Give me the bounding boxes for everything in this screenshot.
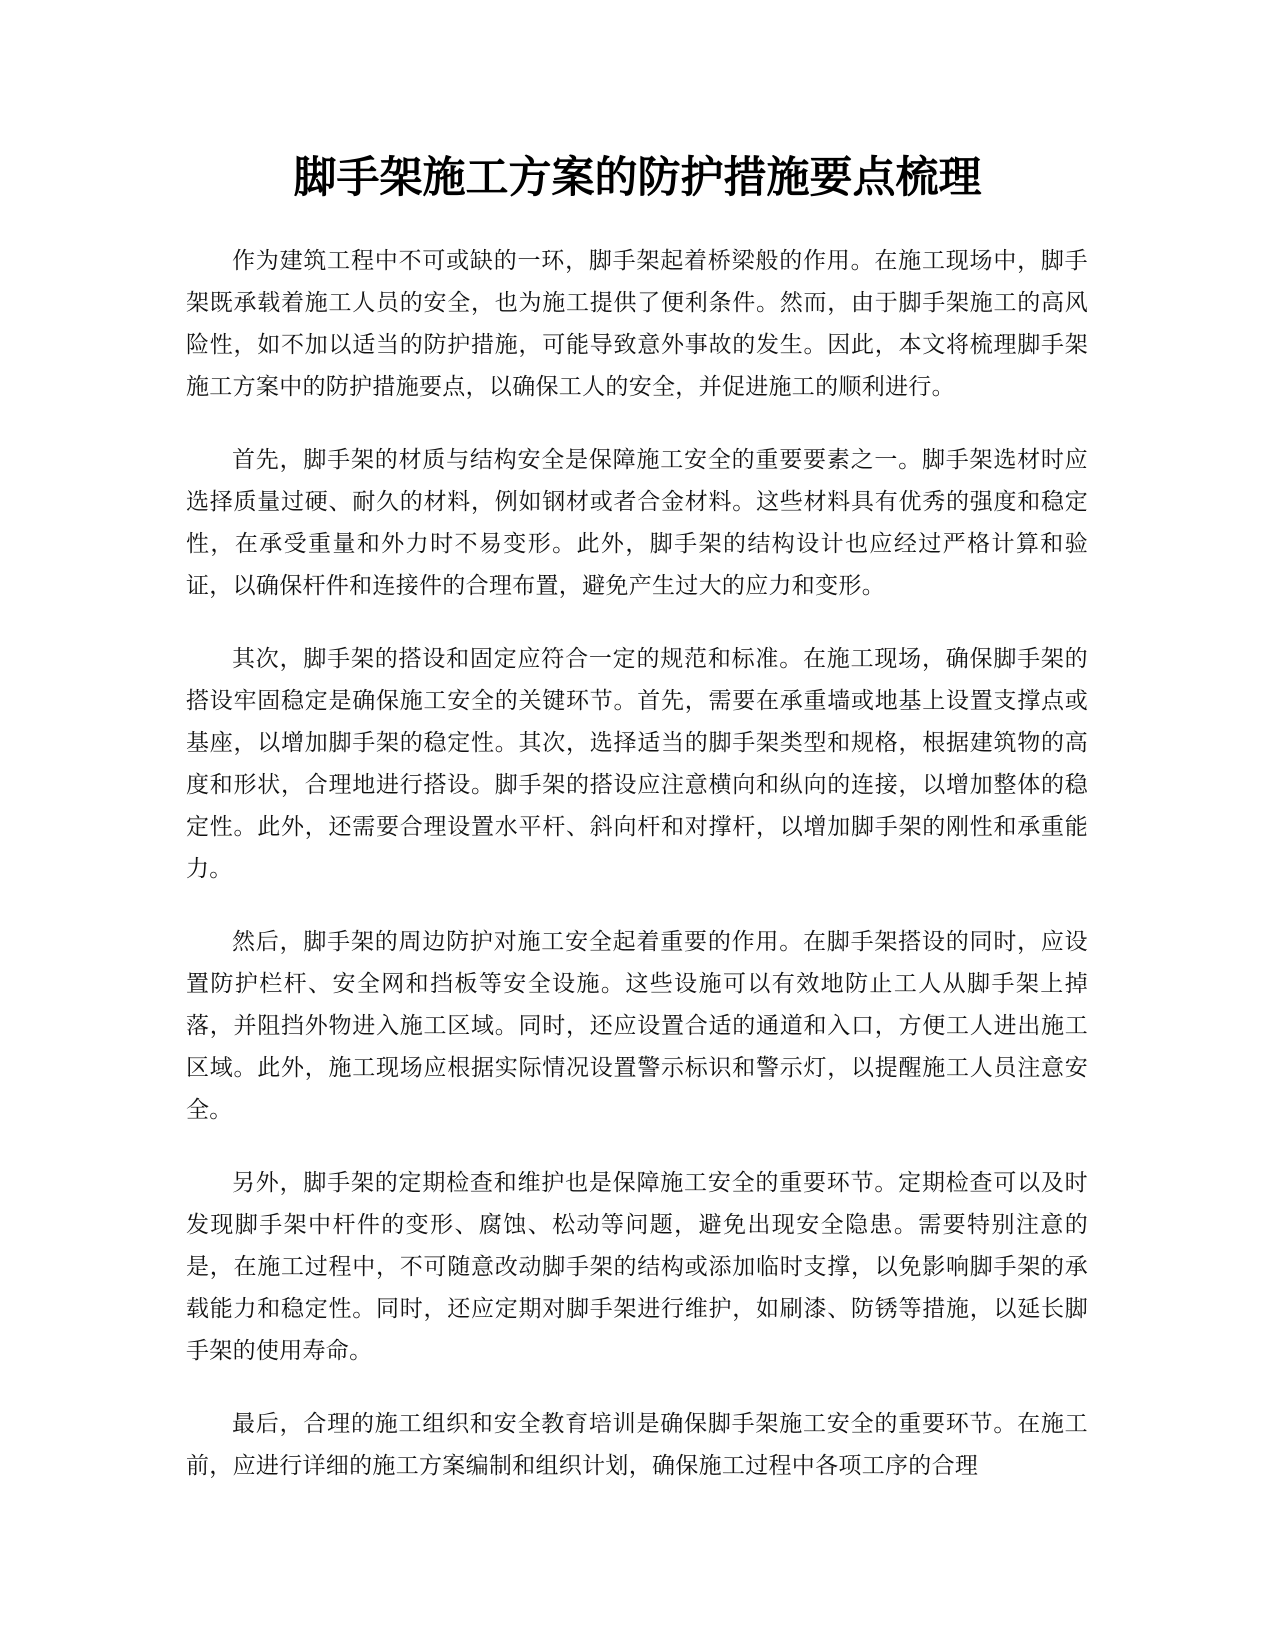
- paragraph-organization-training: 最后，合理的施工组织和安全教育培训是确保脚手架施工安全的重要环节。在施工前，应进行详细的施工方案编制和组织计划，确保施工过程中各项工序的合理: [186, 1411, 1088, 1479]
- paragraph-material-structure: 首先，脚手架的材质与结构安全是保障施工安全的重要要素之一。脚手架选材时应选择质量过硬、耐久的材料，例如钢材或者合金材料。这些材料具有优秀的强度和稳定性，在承受重量和外力时不易变形。此外，脚手架的结构设计也应经过严格计算和验证，以确保杆件和连接件的合理布置，避免产生过大的应力和变形。: [186, 447, 1088, 599]
- document-body: [186, 240, 1088, 1518]
- paragraph-inspection-maintenance: 另外，脚手架的定期检查和维护也是保障施工安全的重要环节。定期检查可以及时发现脚手架中杆件的变形、腐蚀、松动等问题，避免出现安全隐患。需要特别注意的是，在施工过程中，不可随意改动脚手架的结构或添加临时支撑，以免影响脚手架的承载能力和稳定性。同时，还应定期对脚手架进行维护，如刷漆、防锈等措施，以延长脚手架的使用寿命。: [186, 1170, 1088, 1364]
- paragraph-perimeter-protection: 然后，脚手架的周边防护对施工安全起着重要的作用。在脚手架搭设的同时，应设置防护栏杆、安全网和挡板等安全设施。这些设施可以有效地防止工人从脚手架上掉落，并阻挡外物进入施工区域。同时，还应设置合适的通道和入口，方便工人进出施工区域。此外，施工现场应根据实际情况设置警示标识和警示灯，以提醒施工人员注意安全。: [186, 929, 1088, 1123]
- paragraph-intro: 作为建筑工程中不可或缺的一环，脚手架起着桥梁般的作用。在施工现场中，脚手架既承载着施工人员的安全，也为施工提供了便利条件。然而，由于脚手架施工的高风险性，如不加以适当的防护措施，可能导致意外事故的发生。因此，本文将梳理脚手架施工方案中的防护措施要点，以确保工人的安全，并促进施工的顺利进行。: [186, 248, 1088, 400]
- paragraph-erection-fixing: 其次，脚手架的搭设和固定应符合一定的规范和标准。在施工现场，确保脚手架的搭设牢固稳定是确保施工安全的关键环节。首先，需要在承重墙或地基上设置支撑点或基座，以增加脚手架的稳定性。其次，选择适当的脚手架类型和规格，根据建筑物的高度和形状，合理地进行搭设。脚手架的搭设应注意横向和纵向的连接，以增加整体的稳定性。此外，还需要合理设置水平杆、斜向杆和对撑杆，以增加脚手架的刚性和承重能力。: [186, 646, 1088, 882]
- document-title: 脚手架施工方案的防护措施要点梳理: [293, 153, 982, 203]
